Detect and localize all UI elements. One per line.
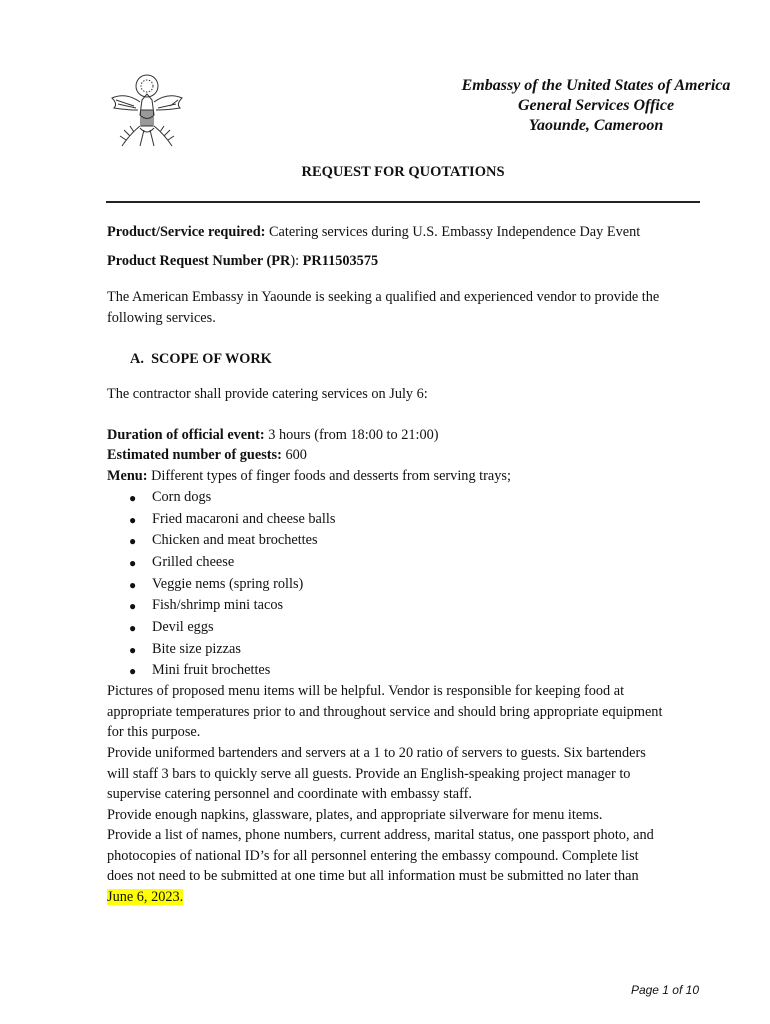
menu-item: Corn dogs <box>152 489 212 505</box>
bullet-icon: ● <box>129 621 137 635</box>
product-line <box>107 224 640 241</box>
pr-label-close: ): <box>290 253 303 269</box>
menu-item: Fried macaroni and cheese balls <box>152 511 336 527</box>
menu-item: Mini fruit brochettes <box>152 662 271 678</box>
product-value: Catering services during U.S. Embassy Independence Day Event <box>265 224 641 240</box>
duration-value: 3 hours (from 18:00 to 21:00) <box>264 427 439 443</box>
scope-intro: The contractor shall provide catering services on July 6: <box>107 386 428 402</box>
menu-label: Menu: <box>107 468 148 484</box>
paragraph-line: for this purpose. <box>107 724 201 740</box>
pr-label: Product Request Number (PR <box>107 253 291 269</box>
embassy-header <box>446 76 746 136</box>
menu-item: Chicken and meat brochettes <box>152 532 318 548</box>
bullet-icon: ● <box>129 578 137 592</box>
paragraph-line: photocopies of national ID’s for all personnel entering the embassy compound. Complete list <box>107 848 639 864</box>
section-title: SCOPE OF WORK <box>151 351 272 367</box>
paragraph-line: Provide a list of names, phone numbers, current address, marital status, one passport photo, and <box>107 827 654 843</box>
menu-item: Grilled cheese <box>152 554 235 570</box>
menu-item: Veggie nems (spring rolls) <box>152 576 304 592</box>
paragraph-line: Provide enough napkins, glassware, plates, and appropriate silverware for menu items. <box>107 807 603 823</box>
guests-line <box>107 447 307 464</box>
paragraph-line: Provide uniformed bartenders and servers at a 1 to 20 ratio of servers to guests. Six bartenders <box>107 745 646 761</box>
bullet-icon: ● <box>129 534 137 548</box>
section-number: A. <box>130 351 144 367</box>
duration-label: Duration of official event: <box>107 427 265 443</box>
org-name: Embassy of the United States of America <box>461 77 731 94</box>
menu-item: Fish/shrimp mini tacos <box>152 597 284 613</box>
intro-line-1: The American Embassy in Yaounde is seeking a qualified and experienced vendor to provide the <box>107 289 660 305</box>
pr-number: PR11503575 <box>302 253 379 269</box>
menu-item: Devil eggs <box>152 619 214 635</box>
menu-line <box>107 468 511 485</box>
guests-value: 600 <box>281 447 307 463</box>
paragraph-line: does not need to be submitted at one time but all information must be submitted no later than <box>107 868 639 884</box>
product-label: Product/Service required: <box>107 224 266 240</box>
bullet-icon: ● <box>129 599 137 613</box>
document-title: REQUEST FOR QUOTATIONS <box>301 164 505 180</box>
office-name: General Services Office <box>517 97 675 114</box>
us-great-seal-icon <box>104 70 190 156</box>
paragraph-line: will staff 3 bars to quickly serve all guests. Provide an English-speaking project manager to <box>107 766 631 782</box>
pr-line <box>107 253 378 270</box>
section-a-heading <box>130 351 272 368</box>
bullet-icon: ● <box>129 643 137 657</box>
paragraph-line: Pictures of proposed menu items will be helpful. Vendor is responsible for keeping food at <box>107 683 625 699</box>
bullet-icon: ● <box>129 513 137 527</box>
deadline-date: June 6, 2023. <box>107 889 184 905</box>
title-divider <box>106 201 700 203</box>
office-location: Yaounde, Cameroon <box>528 117 664 134</box>
page-number: Page 1 of 10 <box>630 983 699 997</box>
menu-item: Bite size pizzas <box>152 641 241 657</box>
paragraph-line: supervise catering personnel and coordinate with embassy staff. <box>107 786 472 802</box>
duration-line <box>107 427 439 444</box>
paragraph-line: appropriate temperatures prior to and throughout service and should bring appropriate equipment <box>107 704 663 720</box>
deadline-line <box>107 889 183 906</box>
bullet-icon: ● <box>129 491 137 505</box>
intro-line-2: following services. <box>107 310 216 326</box>
menu-value: Different types of finger foods and desserts from serving trays; <box>147 468 511 484</box>
bullet-icon: ● <box>129 664 137 678</box>
guests-label: Estimated number of guests: <box>107 447 282 463</box>
bullet-icon: ● <box>129 556 137 570</box>
